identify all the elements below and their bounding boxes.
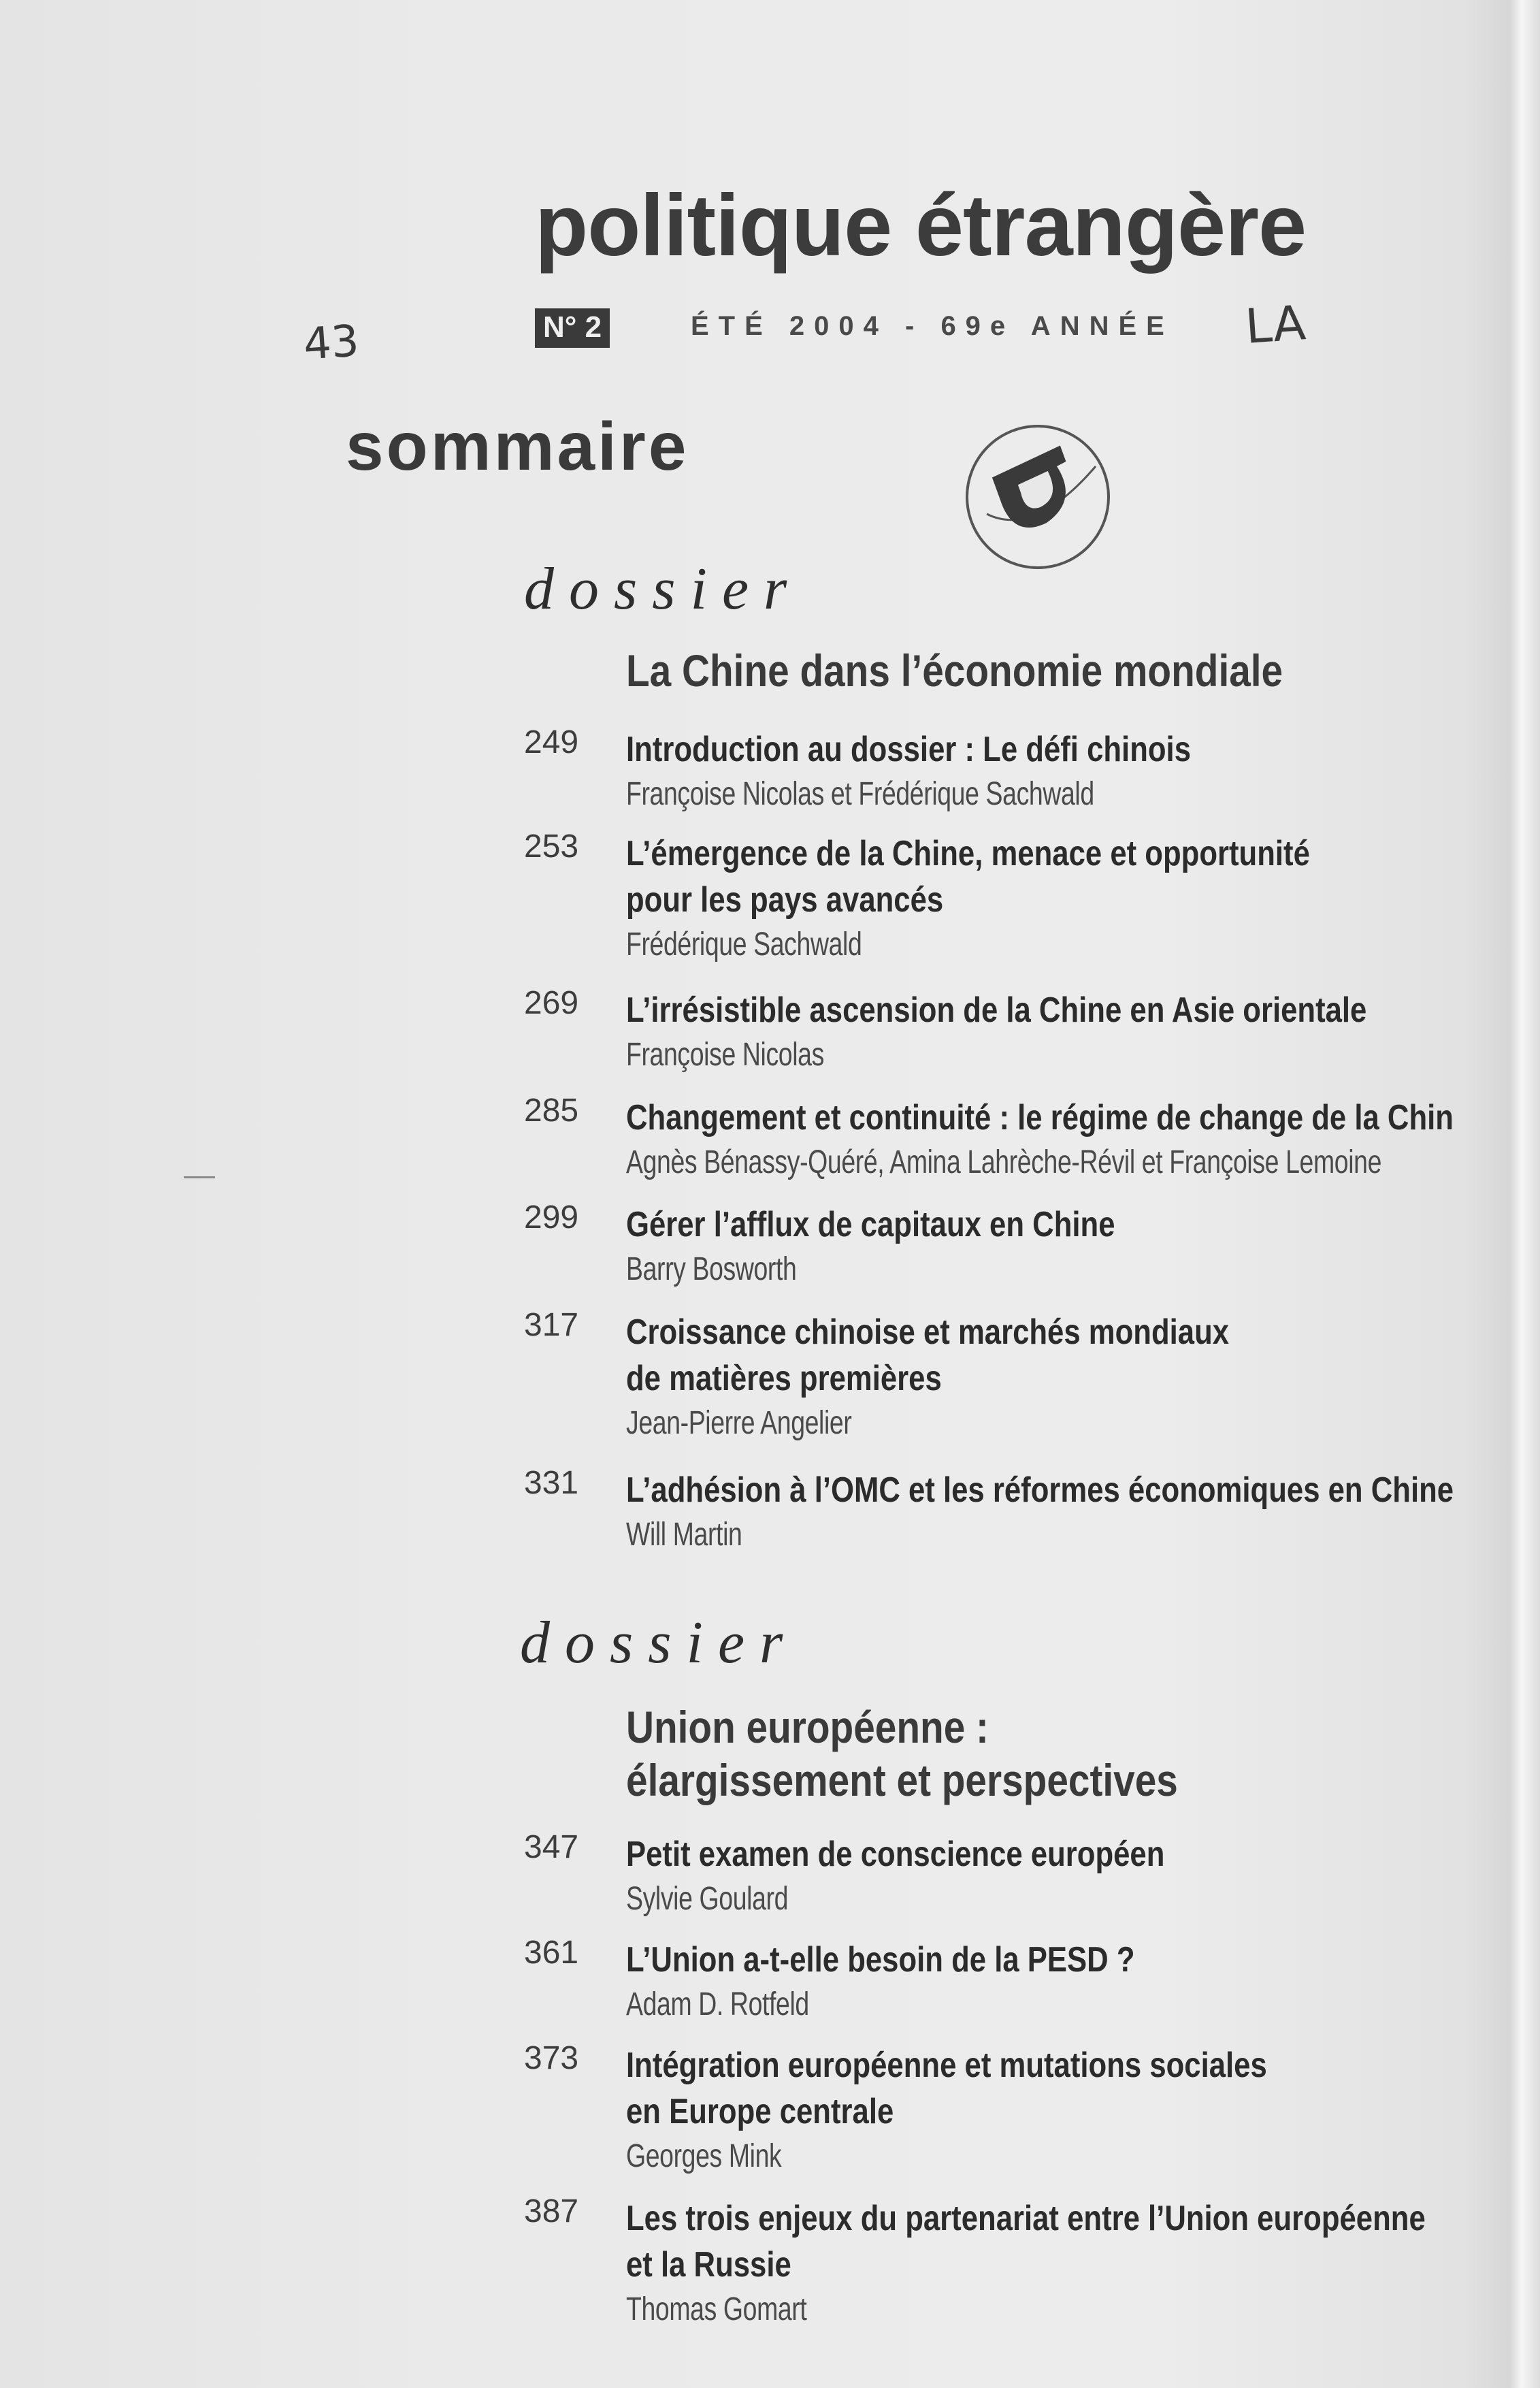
toc-page-number: 249: [524, 724, 579, 760]
toc-article-title: L’adhésion à l’OMC et les réformes économiques en Chine: [626, 1470, 1454, 1510]
toc-article-title: Croissance chinoise et marchés mondiaux de matières premières: [626, 1312, 1230, 1398]
handwritten-note-right: LA: [1243, 295, 1308, 355]
toc-article-author: Jean-Pierre Angelier: [626, 1405, 852, 1441]
toc-article-title: Changement et continuité : le régime de change de la Chin: [626, 1098, 1454, 1137]
toc-page-number: 387: [524, 2193, 579, 2229]
dossier-label-2: dossier: [520, 1610, 798, 1676]
issue-date: ÉTÉ 2004 - 69e ANNÉE: [691, 311, 1174, 341]
toc-page-number: 317: [524, 1307, 579, 1343]
toc-page-number: 347: [524, 1829, 579, 1865]
toc-article-author: Françoise Nicolas: [626, 1037, 824, 1073]
binding-edge: [1509, 0, 1540, 2388]
toc-article-title: Les trois enjeux du partenariat entre l’Union européenne et la Russie: [626, 2199, 1426, 2285]
toc-article-author: Frédérique Sachwald: [626, 926, 862, 963]
dossier-title-1: La Chine dans l’économie mondiale: [626, 645, 1283, 696]
toc-article-title: Introduction au dossier : Le défi chinois: [626, 730, 1191, 769]
toc-article-title: Intégration européenne et mutations sociales en Europe centrale: [626, 2046, 1267, 2131]
toc-page-number: 253: [524, 828, 579, 865]
toc-article-author: Thomas Gomart: [626, 2291, 807, 2327]
toc-page-number: 361: [524, 1935, 579, 1971]
journal-logo-icon: [960, 419, 1116, 575]
toc-article-title: L’émergence de la Chine, menace et opportunité pour les pays avancés: [626, 834, 1310, 920]
summary-heading: sommaire: [346, 408, 689, 485]
dossier-title-2-line-1: Union européenne :: [626, 1702, 989, 1752]
toc-article-author: Agnès Bénassy-Quéré, Amina Lahrèche-Révil et Françoise Lemoine: [626, 1144, 1382, 1180]
issue-number-badge: N° 2: [535, 308, 610, 348]
dossier-label-1: dossier: [524, 556, 802, 622]
toc-page-number: 373: [524, 2040, 579, 2076]
toc-article-title: Gérer l’afflux de capitaux en Chine: [626, 1205, 1115, 1244]
toc-article-author: Barry Bosworth: [626, 1251, 797, 1287]
toc-article-author: Sylvie Goulard: [626, 1881, 789, 1917]
journal-title: politique étrangère: [535, 177, 1307, 274]
dossier-title-2-line-2: élargissement et perspectives: [626, 1755, 1178, 1805]
toc-article-title: Petit examen de conscience européen: [626, 1835, 1165, 1874]
toc-article-author: Adam D. Rotfeld: [626, 1986, 809, 2022]
toc-article-author: Françoise Nicolas et Frédérique Sachwald: [626, 776, 1094, 812]
toc-page-number: 331: [524, 1465, 579, 1501]
margin-mark: [184, 1176, 215, 1178]
toc-article-title: L’Union a-t-elle besoin de la PESD ?: [626, 1940, 1135, 1980]
toc-article-author: Georges Mink: [626, 2138, 782, 2174]
toc-page-number: 269: [524, 985, 579, 1021]
toc-article-title: L’irrésistible ascension de la Chine en Asie orientale: [626, 990, 1367, 1030]
toc-page-number: 285: [524, 1093, 579, 1129]
toc-article-author: Will Martin: [626, 1517, 742, 1553]
handwritten-note-left: 43: [301, 316, 361, 370]
toc-page-number: 299: [524, 1199, 579, 1236]
